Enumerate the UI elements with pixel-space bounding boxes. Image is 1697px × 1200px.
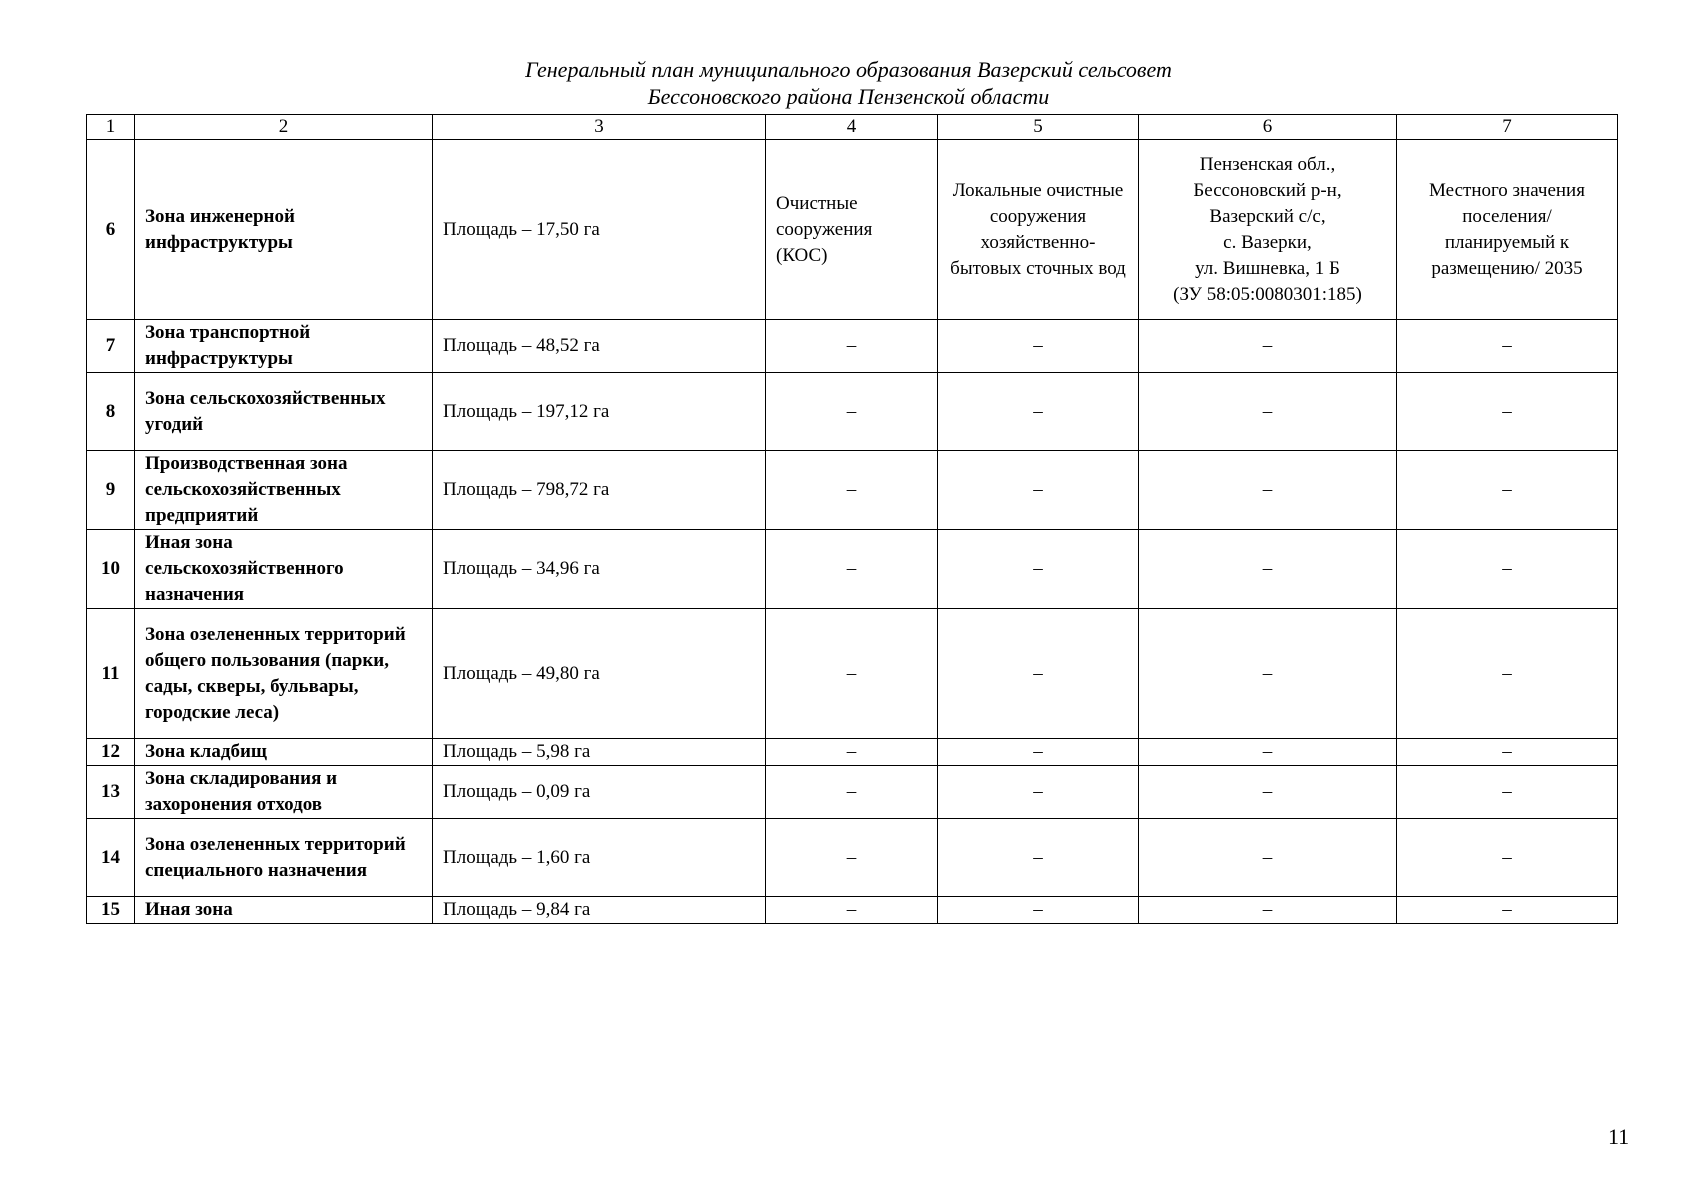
row-number: 8 — [87, 373, 135, 451]
facility-type: – — [766, 320, 938, 373]
table-row — [87, 766, 1618, 819]
facility-location: – — [1139, 819, 1397, 897]
facility-location: – — [1139, 766, 1397, 819]
facility-location: – — [1139, 530, 1397, 609]
table-row — [87, 609, 1618, 739]
facility-status: – — [1397, 530, 1618, 609]
zone-area: Площадь – 798,72 га — [433, 451, 766, 530]
column-number: 1 — [87, 115, 135, 140]
zone-area: Площадь – 48,52 га — [433, 320, 766, 373]
zone-name: Зона сельскохозяйственных угодий — [135, 373, 433, 451]
zone-area: Площадь – 17,50 га — [433, 140, 766, 320]
facility-location: – — [1139, 739, 1397, 766]
facility-location: – — [1139, 609, 1397, 739]
column-number: 4 — [766, 115, 938, 140]
row-number: 13 — [87, 766, 135, 819]
zone-name: Производственная зона сельскохозяйственных предприятий — [135, 451, 433, 530]
table-row — [87, 739, 1618, 766]
table-row — [87, 530, 1618, 609]
zone-area: Площадь – 5,98 га — [433, 739, 766, 766]
facility-location — [1139, 140, 1397, 320]
facility-description: Локальные очистные сооружения хозяйственно-бытовых сточных вод — [938, 140, 1139, 320]
column-number: 5 — [938, 115, 1139, 140]
column-number: 6 — [1139, 115, 1397, 140]
facility-status: – — [1397, 609, 1618, 739]
facility-description: – — [938, 739, 1139, 766]
facility-type: – — [766, 373, 938, 451]
table-row — [87, 320, 1618, 373]
facility-status: – — [1397, 766, 1618, 819]
zone-name: Зона складирования и захоронения отходов — [135, 766, 433, 819]
zone-area: Площадь – 9,84 га — [433, 897, 766, 924]
column-number-row — [87, 115, 1618, 140]
facility-type: – — [766, 530, 938, 609]
column-number: 3 — [433, 115, 766, 140]
facility-description: – — [938, 897, 1139, 924]
facility-description: – — [938, 373, 1139, 451]
row-number: 10 — [87, 530, 135, 609]
zone-name: Зона транспортной инфраструктуры — [135, 320, 433, 373]
page-number: 11 — [1608, 1124, 1630, 1149]
zone-name: Зона озелененных территорий специального назначения — [135, 819, 433, 897]
location-line: с. Вазерки, — [1223, 231, 1312, 253]
facility-status: – — [1397, 739, 1618, 766]
zone-name: Зона озелененных территорий общего пользования (парки, сады, скверы, бульвары, городские леса) — [135, 609, 433, 739]
zone-area: Площадь – 1,60 га — [433, 819, 766, 897]
facility-status: – — [1397, 819, 1618, 897]
header-line-1: Генеральный план муниципального образования Вазерский сельсовет — [525, 57, 1172, 82]
zone-area: Площадь – 0,09 га — [433, 766, 766, 819]
table-row — [87, 451, 1618, 530]
facility-status: – — [1397, 451, 1618, 530]
facility-description: – — [938, 320, 1139, 373]
facility-type: – — [766, 739, 938, 766]
location-line: (ЗУ 58:05:0080301:185) — [1173, 283, 1362, 305]
row-number: 7 — [87, 320, 135, 373]
column-number: 7 — [1397, 115, 1618, 140]
facility-description: – — [938, 766, 1139, 819]
facility-type: Очистные сооружения (КОС) — [766, 140, 938, 320]
table-row — [87, 897, 1618, 924]
row-number: 11 — [87, 609, 135, 739]
facility-location: – — [1139, 451, 1397, 530]
facility-type: – — [766, 897, 938, 924]
row-number: 12 — [87, 739, 135, 766]
column-number: 2 — [135, 115, 433, 140]
table-row — [87, 373, 1618, 451]
location-line: Бессоновский р-н, — [1193, 179, 1342, 201]
location-line: Вазерский с/с, — [1209, 205, 1326, 227]
facility-description: – — [938, 819, 1139, 897]
zone-name: Зона инженерной инфраструктуры — [135, 140, 433, 320]
facility-status: – — [1397, 897, 1618, 924]
zone-name: Зона кладбищ — [135, 739, 433, 766]
row-number: 9 — [87, 451, 135, 530]
facility-location: – — [1139, 373, 1397, 451]
row-number: 6 — [87, 140, 135, 320]
table-row — [87, 140, 1618, 320]
location-line: ул. Вишневка, 1 Б — [1195, 257, 1340, 279]
document-header — [0, 56, 1697, 110]
facility-description: – — [938, 530, 1139, 609]
row-number: 14 — [87, 819, 135, 897]
header-line-2: Бессоновского района Пензенской области — [647, 84, 1050, 109]
facility-description: – — [938, 609, 1139, 739]
facility-status: Местного значения поселения/ планируемый к размещению/ 2035 — [1397, 140, 1618, 320]
facility-description: – — [938, 451, 1139, 530]
location-line: Пензенская обл., — [1199, 153, 1336, 175]
facility-status: – — [1397, 373, 1618, 451]
zone-area: Площадь – 49,80 га — [433, 609, 766, 739]
zone-name: Иная зона сельскохозяйственного назначения — [135, 530, 433, 609]
facility-location: – — [1139, 320, 1397, 373]
facility-location: – — [1139, 897, 1397, 924]
zone-area: Площадь – 197,12 га — [433, 373, 766, 451]
zone-area: Площадь – 34,96 га — [433, 530, 766, 609]
row-number: 15 — [87, 897, 135, 924]
facility-type: – — [766, 766, 938, 819]
facility-type: – — [766, 819, 938, 897]
table-row — [87, 819, 1618, 897]
facility-type: – — [766, 451, 938, 530]
facility-status: – — [1397, 320, 1618, 373]
zones-table — [86, 114, 1618, 924]
facility-type: – — [766, 609, 938, 739]
zone-name: Иная зона — [135, 897, 433, 924]
